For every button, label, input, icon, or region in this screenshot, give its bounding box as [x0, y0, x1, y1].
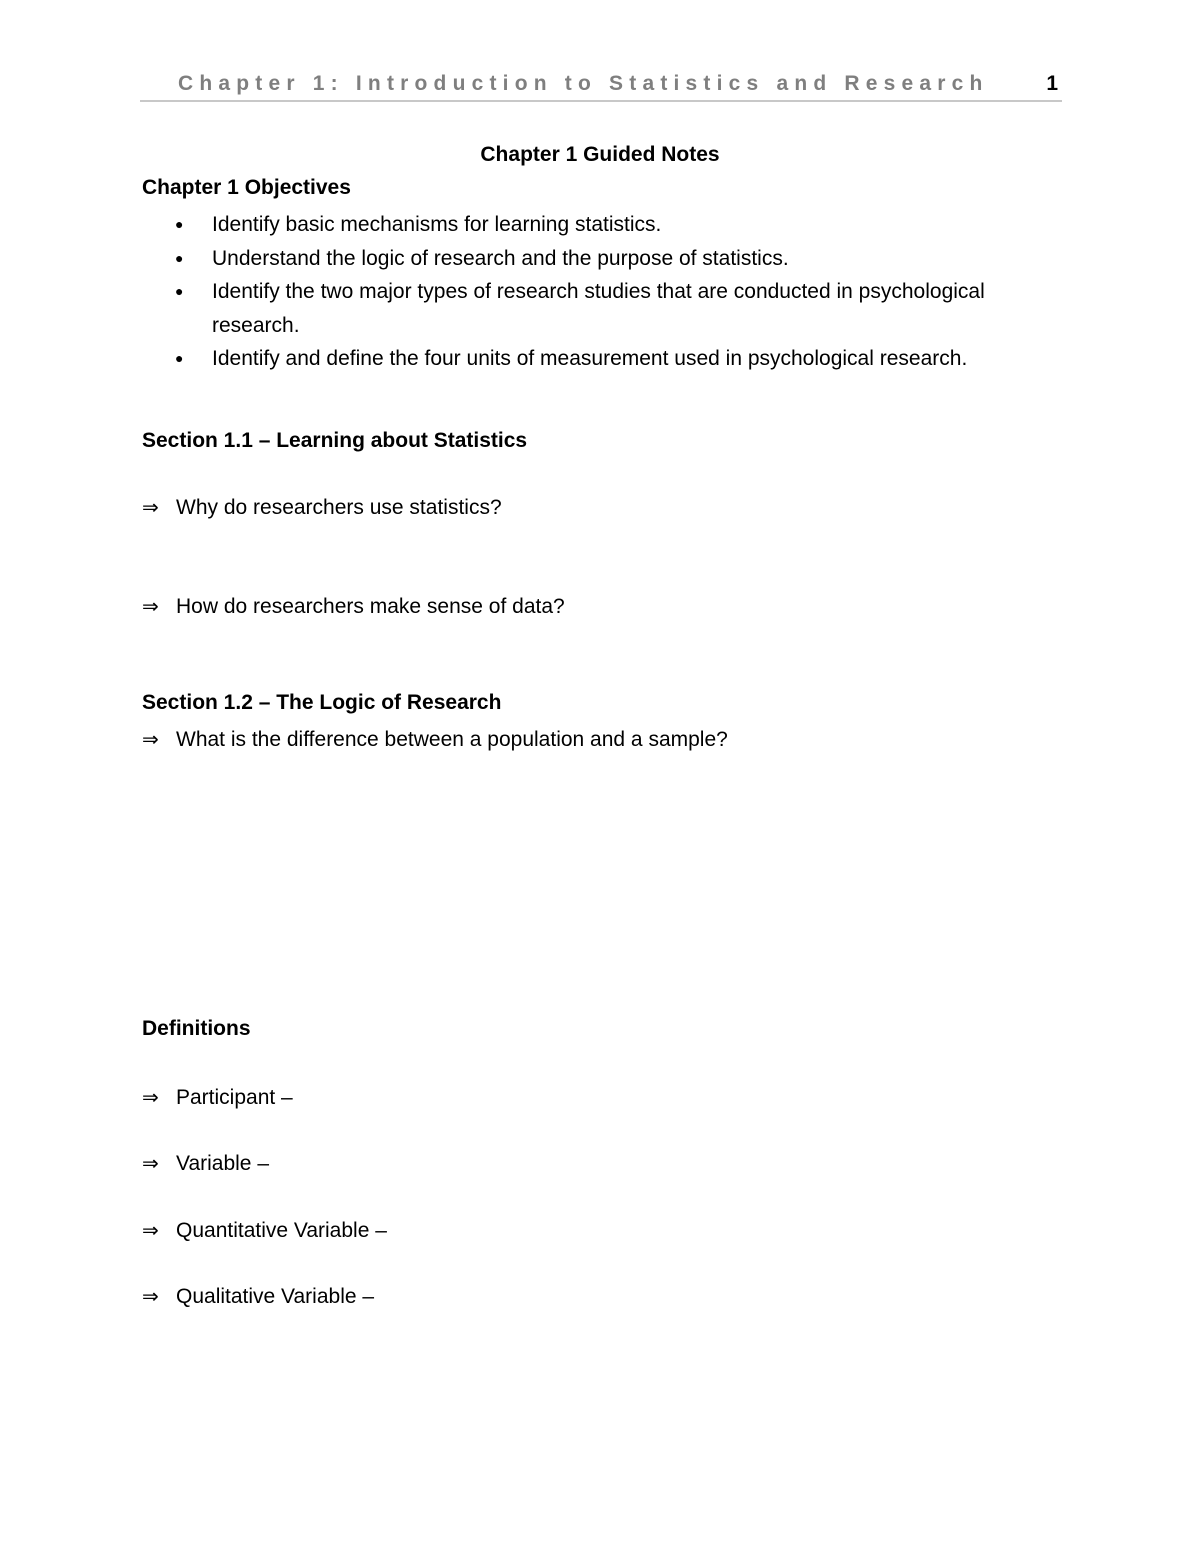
- section-1-1-heading: Section 1.1 – Learning about Statistics: [142, 429, 528, 452]
- definition-term: Variable –: [176, 1152, 270, 1175]
- arrow-icon: ⇒: [142, 594, 159, 618]
- objective-text: Identify and define the four units of measurement used in psychological research.: [212, 347, 968, 370]
- objective-text: Identify the two major types of research studies that are conducted in psychological research.: [212, 280, 985, 337]
- definition-term: Quantitative Variable –: [176, 1219, 387, 1242]
- question-text: Why do researchers use statistics?: [176, 496, 502, 519]
- definitions-heading: Definitions: [142, 1017, 251, 1040]
- section-1-2-heading: Section 1.2 – The Logic of Research: [142, 691, 502, 714]
- arrow-icon: ⇒: [142, 495, 159, 519]
- objectives-heading: Chapter 1 Objectives: [142, 176, 351, 199]
- definition-term: Qualitative Variable –: [176, 1285, 375, 1308]
- objective-text: Understand the logic of research and the purpose of statistics.: [212, 246, 789, 270]
- page-header: [140, 70, 1062, 102]
- question-line: [142, 495, 502, 520]
- objective-item: [142, 242, 1082, 276]
- objective-text: Identify basic mechanisms for learning statistics.: [212, 213, 662, 236]
- question-text: What is the difference between a population and a sample?: [176, 728, 728, 751]
- arrow-icon: ⇒: [142, 1085, 159, 1109]
- header-title: Chapter 1: Introduction to Statistics and Research: [178, 72, 989, 95]
- objective-item: [142, 342, 1082, 376]
- definition-line: [142, 1284, 374, 1309]
- definition-line: [142, 1218, 387, 1243]
- arrow-icon: ⇒: [142, 727, 159, 751]
- definition-line: [142, 1151, 269, 1176]
- bullet-icon: ●: [175, 283, 184, 299]
- question-text: How do researchers make sense of data?: [176, 595, 565, 618]
- definition-term: Participant –: [176, 1086, 293, 1109]
- objective-item: [142, 208, 1082, 242]
- bullet-icon: ●: [175, 249, 184, 266]
- bullet-icon: ●: [175, 216, 184, 232]
- page-number: 1: [1046, 72, 1058, 95]
- question-line: [142, 594, 565, 619]
- document-title: Chapter 1 Guided Notes: [480, 143, 720, 166]
- question-line: [142, 727, 728, 752]
- objective-item: [142, 275, 1012, 342]
- definition-line: [142, 1085, 293, 1110]
- arrow-icon: ⇒: [142, 1151, 159, 1175]
- arrow-icon: ⇒: [142, 1284, 159, 1308]
- arrow-icon: ⇒: [142, 1218, 159, 1242]
- bullet-icon: ●: [175, 350, 184, 366]
- objectives-list: [142, 208, 1082, 376]
